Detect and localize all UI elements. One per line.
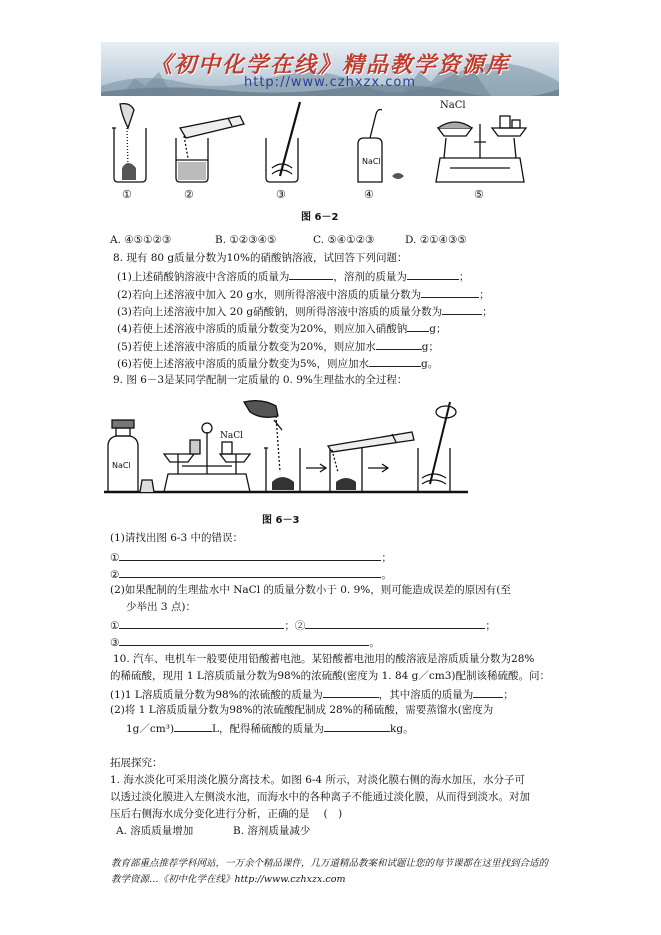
q8-item-5-end: g； [421,341,439,353]
extension-option-a: A. 溶质质量增加 [116,825,194,837]
q9-blank-error-2[interactable] [119,566,381,578]
q9-stem: 9. 图 6－3是某同学配制一定质量的 0. 9%生理盐水的全过程： [113,374,408,386]
q8-item-3 [117,303,493,319]
extension-q1-line-1: 1. 海水淡化可采用淡化膜分离技术。如图 6-4 所示，对淡化膜右侧的海水加压，水分子可 [110,774,525,786]
fig63-caption: 图 6－3 [262,515,300,526]
q8-blank-1b[interactable] [407,268,459,280]
q8-item-4 [117,320,446,336]
fig62-step3-illustration [266,102,300,182]
q8-blank-2[interactable] [421,286,479,298]
q8-item-2 [117,286,490,302]
option-d: D. ②①④③⑤ [405,234,467,246]
q9-error-1-label: ① [110,552,120,564]
extension-title: 拓展探究： [110,757,163,769]
q10-line-1: 10. 汽车、电机车一般要使用铅酸蓄电池。某铅酸蓄电池用的酸溶液是溶质质量分数为28% [113,653,535,665]
fig63-arrow-1-icon [306,464,326,472]
extension-q1-answer-bracket[interactable]: ( ) [323,808,343,820]
fig62-step5-illustration [436,100,526,182]
q9-part-2-line1: (2)如果配制的生理盐水中 NaCl 的质量分数小于 0. 9%，则可能造成误差的原因有(至 [110,584,511,596]
fig63-beaker-powder-illustration [330,448,362,492]
q8-item-6-text: (6)若使上述溶液中溶质的质量分数变为5%，则应加水 [117,358,370,370]
q9-reason-1-label: ① [110,620,120,632]
q8-item-1-text-a: (1)上述硝酸钠溶液中含溶质的质量为 [117,271,290,283]
fig62-label-3: ③ [276,188,286,200]
q9-reasons-row [110,617,496,633]
q9-error-2-label: ② [110,569,120,581]
extension-q1-line-3-text: 压后右侧海水成分变化进行分析，正确的是 [110,808,310,820]
q9-reason-3 [110,634,380,650]
q9-reason-2-end: ； [485,620,496,632]
header-banner [101,42,559,96]
q9-error-2 [110,566,392,582]
fig62-label-5: ⑤ [474,188,484,200]
answer-options [110,233,467,247]
figure-6-2 [100,98,540,200]
q9-blank-error-1[interactable] [119,549,381,561]
q8-item-5 [117,338,439,354]
svg-text:NaCl: NaCl [362,157,381,166]
q8-item-5-text: (5)若使上述溶液中溶质的质量分数变为20%，则应加水 [117,341,376,353]
figure-6-3 [100,392,472,504]
fig62-caption: 图 6－2 [301,212,339,223]
q8-item-1-end: ； [458,271,470,283]
fig62-label-1: ① [122,188,132,200]
fig62-step4-illustration [358,110,404,183]
banner-url[interactable]: http://www.czhxzx.com [244,75,416,90]
q8-item-3-end: ； [482,306,493,318]
q10-line-3-end: ； [503,689,514,701]
option-b: B. ①②③④⑤ [215,234,277,246]
fig62-nacl-label: NaCl [440,100,466,111]
extension-q1-line-3 [110,807,342,821]
q9-part-1: (1)请找出图 6-3 中的错误： [110,532,243,544]
q8-blank-3[interactable] [442,303,482,315]
q8-item-2-end: ； [479,289,490,301]
fig62-step2-illustration [176,116,244,182]
q9-part-2-line2: 少举出 3 点)： [126,601,196,613]
q9-error-1-end: ； [381,552,392,564]
footer-line-2[interactable]: 教学资源…《初中化学在线》http://www.czhxzx.com [111,874,346,885]
q9-reason-3-end: 。 [369,637,380,649]
option-c: C. ⑤④①②③ [313,234,375,246]
q9-reason-3-label: ③ [110,637,120,649]
fig63-bottle-illustration [108,420,154,492]
fig63-pour-water-illustration [328,432,414,472]
q10-line-5-end: kg。 [390,723,414,735]
q9-blank-reason-1[interactable] [119,617,284,629]
fig63-balance-label: NaCl [220,431,244,441]
fig62-label-2: ② [184,188,194,200]
option-a: A. ④⑤①②③ [110,234,172,246]
fig63-stir-illustration [418,402,456,492]
q8-item-4-end: g； [429,323,447,335]
fig63-arrow-2-icon [368,464,388,472]
q9-error-1 [110,549,392,565]
fig62-label-4: ④ [364,188,374,200]
q8-blank-5[interactable] [376,338,422,350]
q9-reason-2-label: ② [294,620,306,632]
q10-blank-1b[interactable] [473,686,503,698]
q8-blank-4[interactable] [407,320,429,332]
fig63-bottle-label: NaCl [112,461,131,470]
q8-stem: 8. 现有 80 g质量分数为10%的硝酸钠溶液，试回答下列问题： [113,252,408,264]
q10-line-4: (2)将 1 L溶质质量分数为98%的浓硫酸配制成 28%的稀硫酸，需要蒸馏水(密度为 [110,704,494,716]
q9-blank-reason-3[interactable] [119,634,369,646]
q8-item-2-text: (2)若向上述溶液中加入 20 g水，则所得溶液中溶质的质量分数为 [117,289,422,301]
q10-line-3-text-b: ，其中溶质的质量为 [378,689,474,701]
q9-reason-1-end: ； [284,620,295,632]
fig63-pour-solid-illustration [244,401,300,492]
q10-line-2: 的稀硫酸，现用 1 L溶质质量分数为98%的浓硫酸(密度为 1. 84 g／cm3)配制该稀硫酸。问： [110,670,550,682]
q10-line-5 [126,720,414,736]
extension-option-b: B. 溶剂质量减少 [233,825,311,837]
extension-q1-options [116,824,310,838]
q10-line-5-text-a: 1g／cm³) [126,723,175,735]
q9-blank-reason-2[interactable] [305,617,485,629]
q10-blank-1a[interactable] [323,686,379,698]
fig63-balance-illustration [164,423,250,492]
q9-error-2-end: 。 [381,569,392,581]
q8-item-3-text: (3)若向上述溶液中加入 20 g硝酸钠，则所得溶液中溶质的质量分数为 [117,306,443,318]
q8-blank-6[interactable] [369,355,421,367]
q10-line-5-text-b: L，配得稀硫酸的质量为 [212,723,325,735]
q8-item-4-text: (4)若使上述溶液中溶质的质量分数变为20%，则应加入硝酸钠 [117,323,408,335]
q8-item-1 [117,268,469,284]
q8-blank-1a[interactable] [289,268,333,280]
q8-item-6-end: g。 [421,358,439,370]
q10-line-3-text-a: (1)1 L溶质质量分数为98%的浓硫酸的质量为 [110,689,323,701]
q8-item-1-text-b: ，溶剂的质量为 [333,271,407,283]
extension-q1-line-2: 以透过淡化膜进入左侧淡水池，而海水中的各种离子不能通过淡化膜，从而得到淡水。对加 [110,791,530,803]
q10-blank-2b[interactable] [324,720,390,732]
banner-title: 《初中化学在线》精品教学资源库 [149,52,510,78]
fig62-step1-illustration [112,104,146,182]
q10-line-3 [110,686,514,702]
footer-line-1: 教育部重点推荐学科网站，一万余个精品课件，几万道精品教案和试题让您的每节课都在这里找到合适的 [111,858,549,869]
q10-blank-2a[interactable] [174,720,212,732]
q8-item-6 [117,355,438,371]
